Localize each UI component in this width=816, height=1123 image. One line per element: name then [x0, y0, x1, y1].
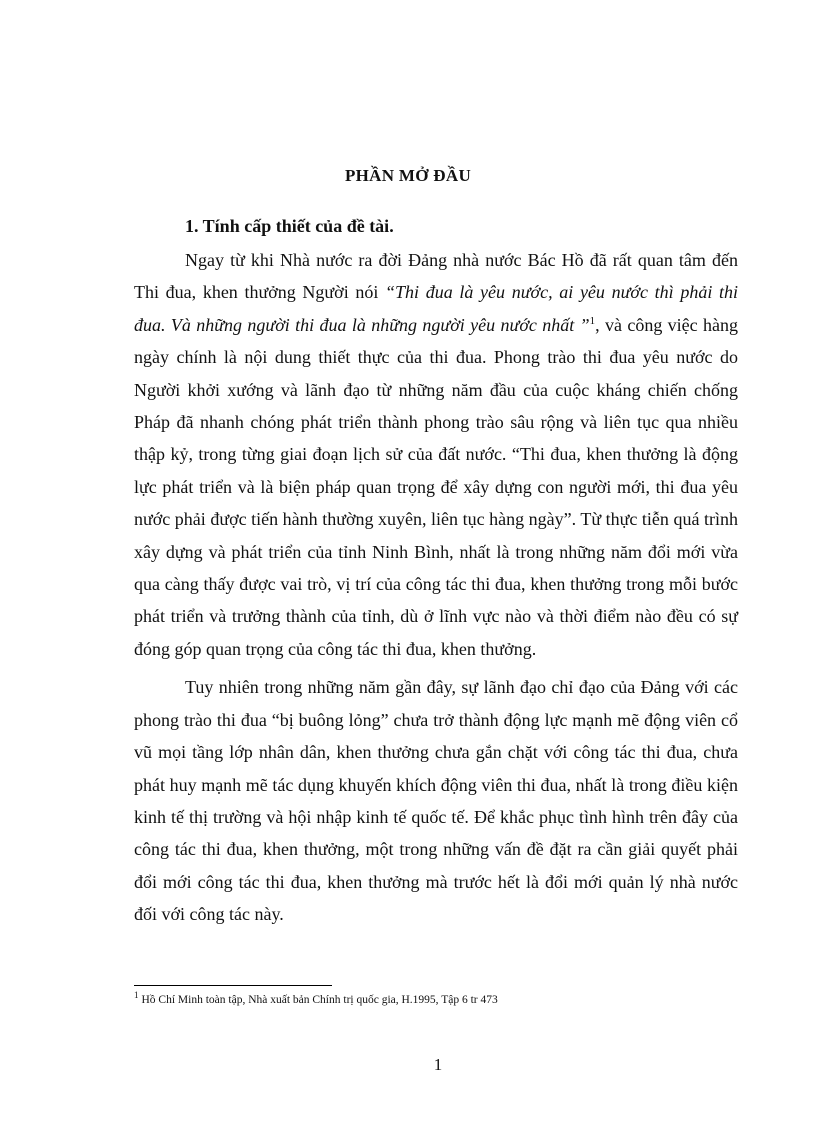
paragraph-1-part-1: Ngay từ khi Nhà nước ra đời Đảng nhà nước Bác Hồ đã rất quan tâm đến Thi đua, khen thưởng Người nói	[134, 250, 738, 303]
paragraph-1-part-2: , và công việc hàng ngày chính là nội dung thiết thực của thi đua. Phong trào thi đua yêu nước do Người khởi xướng và lãnh đạo từ những năm đầu của cuộc kháng chiến chống Pháp đã nhanh chóng phát triển thành phong trào sâu rộng và liên tục qua nhiều thập kỷ, trong từng giai đoạn lịch sử của đất nước. “Thi đua, khen thưởng là động lực phát triển và là biện pháp quan trọng để xây dựng con người mới, thi đua yêu nước phải được tiến hành thường xuyên, liên tục hàng ngày”. Từ thực tiễn quá trình xây dựng và phát triển của tỉnh Ninh Bình, nhất là trong những năm đổi mới vừa qua càng thấy được vai trò, vị trí của công tác thi đua, khen thưởng trong mỗi bước phát triển và trưởng thành của tỉnh, dù ở lĩnh vực nào và thời điểm nào đều có sự đóng góp quan trọng của công tác thi đua, khen thưởng.	[134, 314, 739, 659]
ho-chi-minh-quote: “Thi đua là yêu nước, ai yêu nước thì phải thi đua. Và những người thi đua là những người yêu nước nhất ”	[134, 282, 739, 335]
footnote-reference[interactable]: 1	[589, 314, 596, 327]
footnote-text: Hồ Chí Minh toàn tập, Nhà xuất bản Chính trị quốc gia, H.1995, Tập 6 tr 473	[141, 994, 498, 1006]
page-number: 1	[433, 1055, 443, 1074]
page-title: PHẦN MỞ ĐẦU	[344, 166, 472, 185]
paragraph-2: Tuy nhiên trong những năm gần đây, sự lãnh đạo chỉ đạo của Đảng với các phong trào thi đua “bị buông lỏng” chưa trở thành động lực mạnh mẽ động viên cổ vũ mọi tầng lớp nhân dân, khen thưởng chưa gắn chặt với công tác thi đua, chưa phát huy mạnh mẽ tác dụng khuyến khích động viên thi đua, nhất là trong điều kiện kinh tế thị trường và hội nhập kinh tế quốc tế. Để khắc phục tình hình trên đây của công tác thi đua, khen thưởng, một trong những vấn đề đặt ra cần giải quyết phải đổi mới công tác thi đua, khen thưởng mà trước hết là đổi mới quản lý nhà nước đối với công tác này.	[134, 677, 738, 925]
footnote-number: 1	[134, 990, 139, 1001]
body-text	[134, 244, 738, 931]
footnote	[134, 990, 738, 1006]
section-heading: 1. Tính cấp thiết của đề tài.	[185, 216, 394, 236]
paragraph-1	[134, 244, 738, 665]
footnote-divider	[134, 985, 332, 986]
